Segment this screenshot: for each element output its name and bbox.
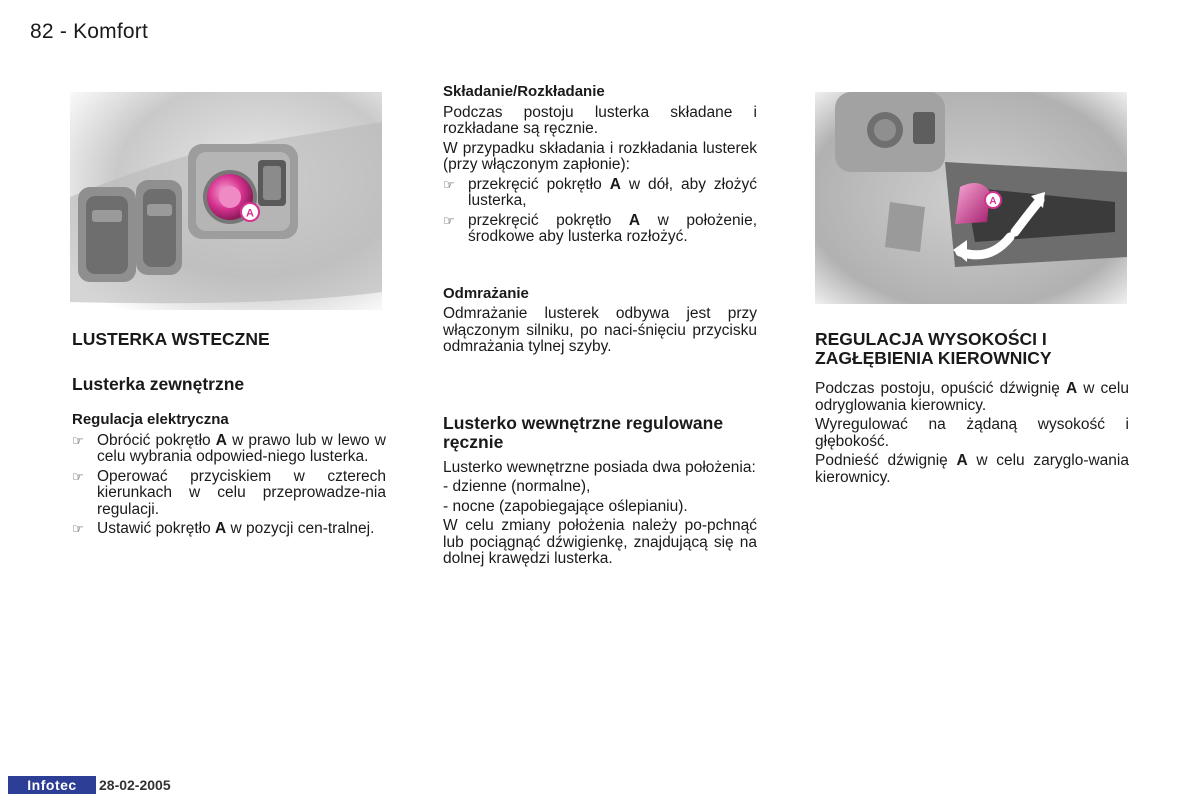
paragraph: Podczas postoju, opuścić dźwignię A w celu odryglowania kierownicy. <box>815 380 1129 414</box>
mirror-control-illustration <box>70 92 382 310</box>
infotec-logo: Infotec <box>8 776 96 794</box>
hand-pointer-icon: ☞ <box>72 432 84 448</box>
column-middle <box>443 84 757 568</box>
hand-pointer-icon: ☞ <box>72 468 84 484</box>
steering-lever-illustration <box>815 92 1127 304</box>
paragraph: Lusterko wewnętrzne posiada dwa położenia: <box>443 458 756 476</box>
page-number: 82 <box>30 20 54 43</box>
list-line: - nocne (zapobiegające oślepianiu). <box>443 497 688 515</box>
section-heading: REGULACJA WYSOKOŚCI I ZAGŁĘBIENIA KIEROWNICY <box>815 329 1052 368</box>
list-item-text: przekręcić pokrętło A w dół, aby złożyć lusterka, <box>468 175 757 209</box>
hand-pointer-icon: ☞ <box>72 521 84 536</box>
subsection-heading: Lusterko wewnętrzne regulowane ręcznie <box>443 412 724 452</box>
list-item-text: Operować przyciskiem w czterech kierunkach w celu przeprowadze-nia regulacji. <box>97 467 386 518</box>
header-separator: - <box>59 20 68 43</box>
section-title: Komfort <box>73 20 148 43</box>
section-heading: LUSTERKA WSTECZNE <box>72 329 270 349</box>
label-a: A <box>989 196 997 207</box>
subheading: Regulacja elektryczna <box>72 411 229 428</box>
list-item <box>72 469 386 519</box>
list-item-text: Obrócić pokrętło A w prawo lub w lewo w celu wybrania odpowied-niego lusterka. <box>97 431 386 465</box>
paragraph: W przypadku składania i rozkładania lusterek (przy włączonym zapłonie): <box>443 139 757 173</box>
list-item-text: Ustawić pokrętło A w pozycji cen-tralnej. <box>97 520 375 537</box>
list-item <box>443 177 757 210</box>
label-a: A <box>246 207 254 220</box>
hand-pointer-icon: ☞ <box>443 212 455 228</box>
paragraph: Wyregulować na żądaną wysokość i głębokość. <box>815 416 1129 450</box>
paragraph: W celu zmiany położenia należy po-pchnąć lub pociągnąć dźwigienkę, znajdującą się na dolnej krawędzi lusterka. <box>443 517 757 567</box>
footer-date: 28-02-2005 <box>99 777 171 793</box>
paragraph: Podczas postoju lusterka składane i rozkładane są ręcznie. <box>443 103 757 137</box>
paragraph: Podnieść dźwignię A w celu zaryglo-wania kierownicy. <box>815 452 1129 486</box>
list-line: - dzienne (normalne), <box>443 478 591 495</box>
list-item-text: przekręcić pokrętło A w położenie, środkowe aby lusterka rozłożyć. <box>468 211 757 245</box>
subsection-heading: Lusterka zewnętrzne <box>72 374 245 394</box>
page-header <box>30 20 148 44</box>
column-right <box>815 330 1129 486</box>
bullet-list <box>72 433 386 538</box>
column-left <box>72 330 386 538</box>
subheading: Składanie/Rozkładanie <box>443 83 605 100</box>
hand-pointer-icon: ☞ <box>443 176 455 192</box>
list-item <box>72 521 386 538</box>
list-item <box>443 213 757 246</box>
list-item <box>72 433 386 466</box>
subheading: Odmrażanie <box>443 284 529 302</box>
paragraph: Odmrażanie lusterek odbywa jest przy włączonym silniku, po naci-śnięciu przycisku odmrażania tylnej szyby. <box>443 305 757 355</box>
